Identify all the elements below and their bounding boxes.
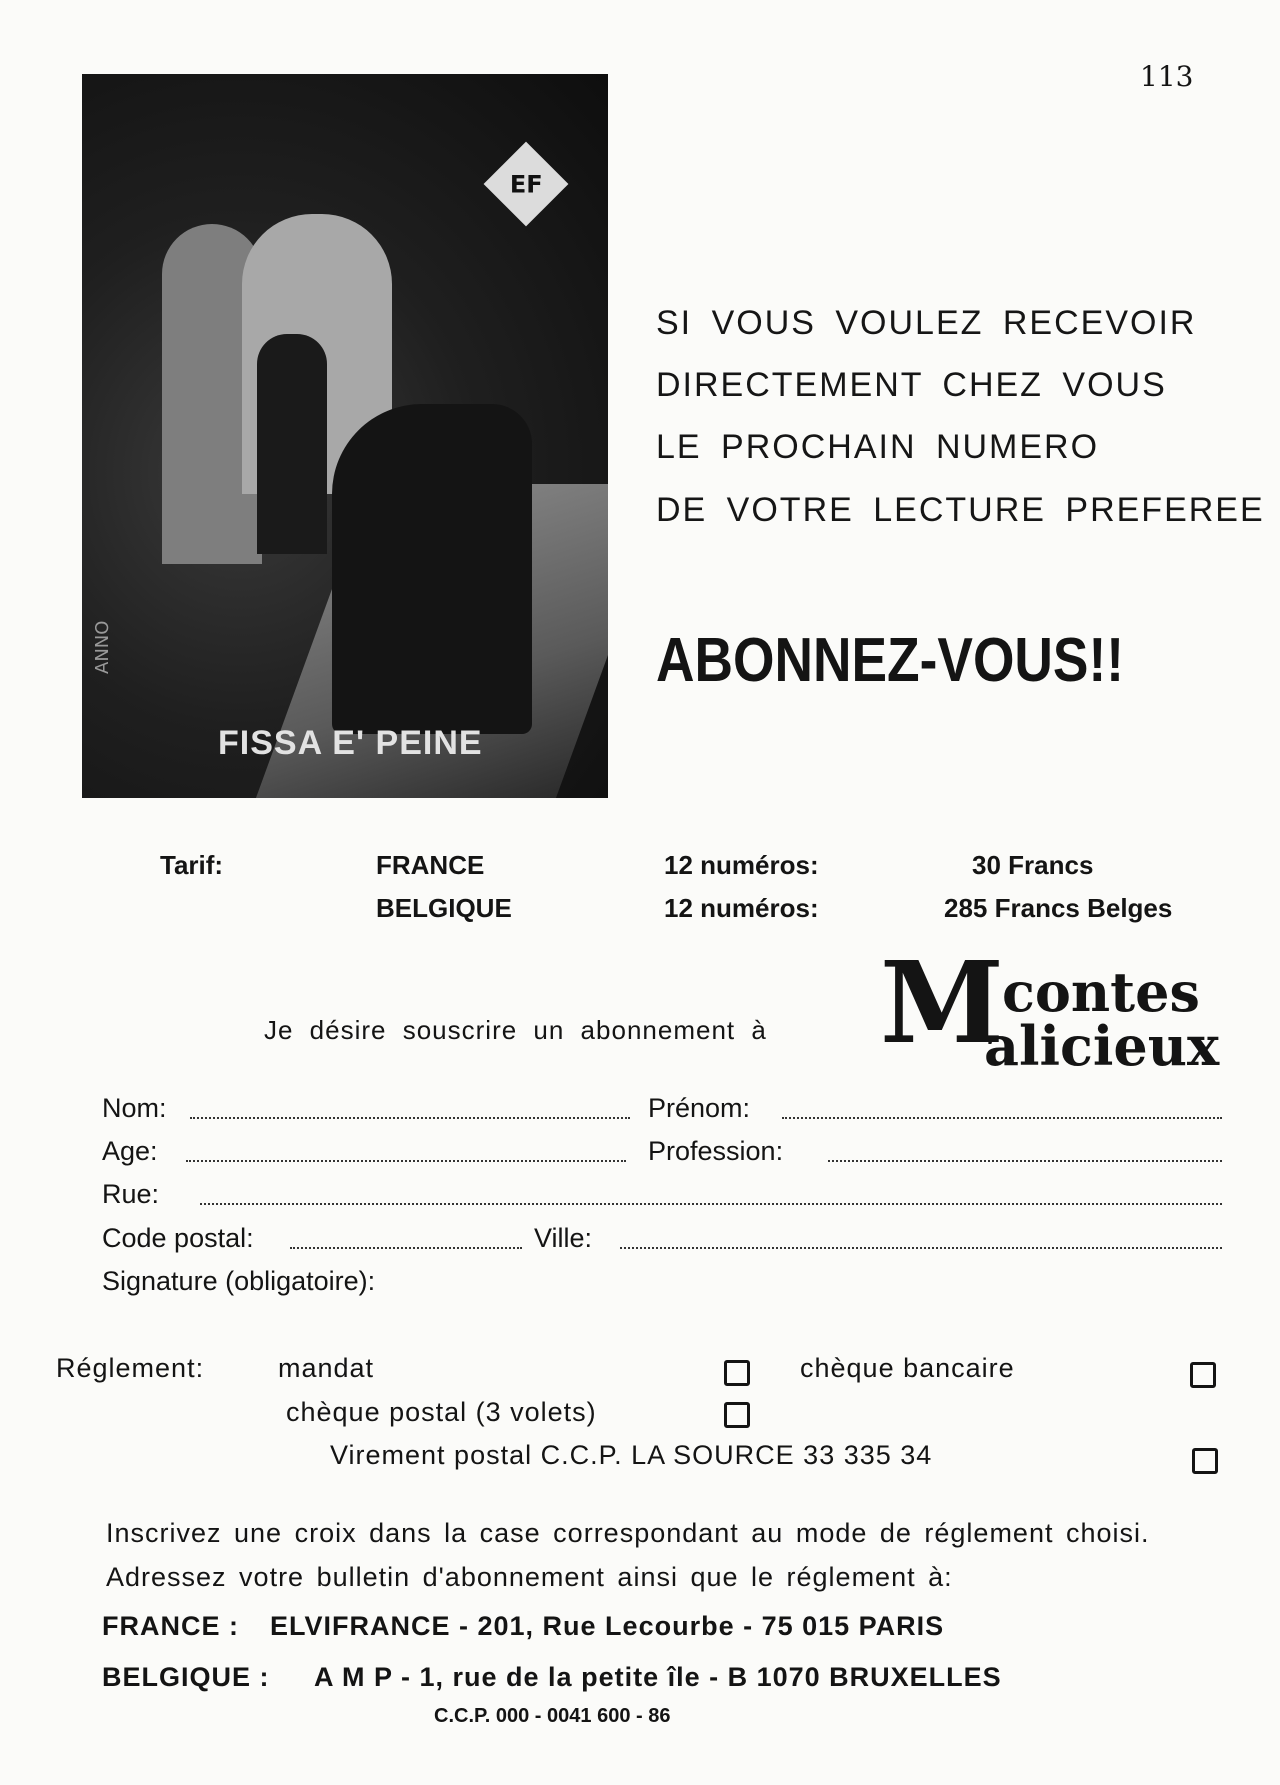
tarif-price-france: 30 Francs [972,850,1094,880]
tarif-country-belgique: BELGIQUE [376,893,512,923]
tarif-issues-belgique: 12 numéros: [664,893,819,923]
payment-mandat-checkbox[interactable] [724,1360,750,1386]
tarif-label: Tarif: [160,850,224,880]
brand-initial: M [880,938,1004,1069]
ville-label: Ville: [534,1223,593,1253]
brand-logo [880,938,1220,1078]
signature-label: Signature (obligatoire): [102,1266,376,1296]
instruction-line-1: Inscrivez une croix dans la case correspondant au mode de réglement choisi. [106,1518,1150,1548]
cover-side-label: ANNO [92,620,113,674]
cover-figure-silhouette [257,334,327,554]
brand-word-1: contes [1002,960,1200,1024]
code-postal-field[interactable] [290,1247,522,1249]
code-postal-label: Code postal: [102,1223,254,1253]
prenom-label: Prénom: [648,1093,751,1123]
prenom-field[interactable] [782,1117,1222,1119]
call-to-action: ABONNEZ-VOUS!! [656,626,1125,695]
magazine-cover-image [82,74,608,798]
profession-field[interactable] [828,1160,1222,1162]
address-france-label: FRANCE : [102,1611,239,1641]
payment-cheque-postal-checkbox[interactable] [724,1402,750,1428]
profession-label: Profession: [648,1136,784,1166]
headline-line-1: SI VOUS VOULEZ RECEVOIR [656,304,1197,342]
tarif-issues-france: 12 numéros: [664,850,819,880]
address-belgique: A M P - 1, rue de la petite île - B 1070 BRUXELLES [314,1662,1002,1692]
ccp-number: C.C.P. 000 - 0041 600 - 86 [434,1705,671,1727]
payment-virement-checkbox[interactable] [1192,1448,1218,1474]
tarif-country-france: FRANCE [376,850,485,880]
payment-cheque-bancaire-checkbox[interactable] [1190,1362,1216,1388]
address-france: ELVIFRANCE - 201, Rue Lecourbe - 75 015 PARIS [270,1611,945,1641]
rue-label: Rue: [102,1179,160,1209]
ville-field[interactable] [620,1247,1222,1249]
headline-line-2: DIRECTEMENT CHEZ VOUS [656,366,1167,404]
payment-virement-label: Virement postal C.C.P. LA SOURCE 33 335 34 [330,1440,933,1470]
publisher-badge-icon [484,142,569,227]
instruction-line-2: Adressez votre bulletin d'abonnement ainsi que le réglement à: [106,1562,953,1592]
tarif-price-belgique: 285 Francs Belges [944,893,1173,923]
nom-field[interactable] [190,1117,630,1119]
payment-label: Réglement: [56,1353,205,1383]
publisher-badge-text: EF [509,169,543,198]
nom-label: Nom: [102,1093,167,1123]
headline-line-3: LE PROCHAIN NUMERO [656,428,1100,466]
cover-figure-main [332,404,532,734]
headline-line-4: DE VOTRE LECTURE PREFEREE [656,491,1265,529]
brand-word-2: alicieux [984,1014,1220,1078]
payment-cheque-bancaire-label: chèque bancaire [800,1353,1015,1383]
cover-title: FISSA E' PEINE [218,724,483,762]
age-label: Age: [102,1136,158,1166]
payment-cheque-postal-label: chèque postal (3 volets) [286,1397,597,1427]
address-belgique-label: BELGIQUE : [102,1662,270,1692]
rue-field[interactable] [200,1203,1222,1205]
payment-mandat-label: mandat [278,1353,375,1383]
age-field[interactable] [186,1160,626,1162]
page-number: 113 [1140,60,1194,93]
subscription-intro: Je désire souscrire un abonnement à [264,1015,767,1045]
